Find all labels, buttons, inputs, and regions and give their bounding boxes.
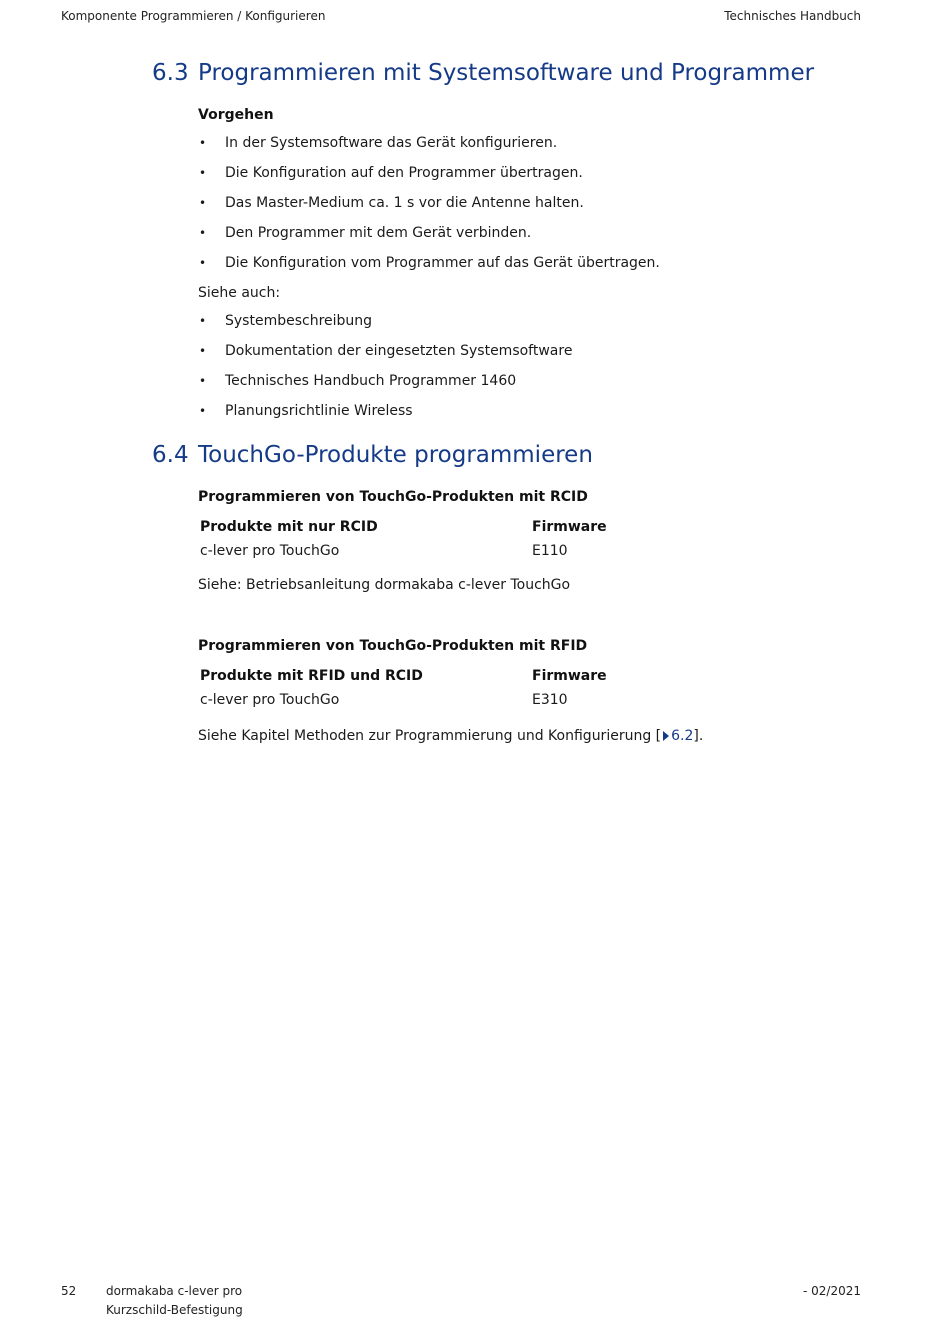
rcid-block — [198, 489, 878, 593]
rcid-heading: Programmieren von TouchGo-Produkten mit RCID — [198, 489, 588, 505]
rfid-heading: Programmieren von TouchGo-Produkten mit RFID — [198, 638, 588, 654]
table-header-firmware: Firmware — [532, 668, 607, 684]
bullet-icon: • — [199, 344, 207, 358]
table-cell-firmware: E310 — [532, 692, 568, 708]
table-cell-product: c-lever pro TouchGo — [200, 692, 340, 708]
section-number: 6.4 — [152, 442, 189, 468]
section-6-3-heading — [152, 60, 814, 86]
rfid-note: Siehe Kapitel Methoden zur Programmierung und Konfigurierung [ 6.2]. — [198, 728, 704, 744]
bullet-icon: • — [199, 196, 207, 210]
header-left: Komponente Programmieren / Konfigurieren — [61, 9, 326, 23]
footer-date: - 02/2021 — [803, 1284, 861, 1298]
bullet-icon: • — [199, 314, 207, 328]
list-item: • Technisches Handbuch Programmer 1460 — [199, 373, 517, 389]
list-item: • In der Systemsoftware das Gerät konfigurieren. — [199, 135, 558, 151]
rfid-block — [198, 638, 878, 744]
table-row — [198, 692, 654, 716]
bullet-icon: • — [199, 256, 207, 270]
see-also-label: Siehe auch: — [198, 285, 281, 301]
rcid-table — [198, 519, 654, 567]
section-number: 6.3 — [152, 60, 189, 86]
rfid-table — [198, 668, 654, 716]
table-header-row — [198, 668, 654, 692]
bullet-icon: • — [199, 404, 207, 418]
list-item: • Den Programmer mit dem Gerät verbinden. — [199, 225, 532, 241]
list-item: • Die Konfiguration vom Programmer auf das Gerät übertragen. — [199, 255, 660, 271]
bullet-icon: • — [199, 226, 207, 240]
list-item: • Das Master-Medium ca. 1 s vor die Antenne halten. — [199, 195, 584, 211]
see-also-list — [198, 313, 878, 433]
chapter-link[interactable]: 6.2 — [661, 728, 693, 744]
table-row — [198, 543, 654, 567]
list-item: • Systembeschreibung — [199, 313, 373, 329]
list-item: • Planungsrichtlinie Wireless — [199, 403, 413, 419]
table-header-firmware: Firmware — [532, 519, 607, 535]
table-cell-product: c-lever pro TouchGo — [200, 543, 340, 559]
bullet-icon: • — [199, 374, 207, 388]
rcid-note: Siehe: Betriebsanleitung dormakaba c-lever TouchGo — [198, 577, 571, 593]
list-item: • Dokumentation der eingesetzten Systemsoftware — [199, 343, 573, 359]
table-header-product: Produkte mit nur RCID — [200, 519, 378, 535]
table-header-product: Produkte mit RFID und RCID — [200, 668, 423, 684]
table-header-row — [198, 519, 654, 543]
procedure-label: Vorgehen — [198, 107, 274, 123]
section-title: TouchGo-Produkte programmieren — [198, 442, 593, 468]
bullet-icon: • — [199, 166, 207, 180]
footer-product-line2: Kurzschild-Befestigung — [106, 1303, 243, 1317]
footer-page-number: 52 — [61, 1284, 77, 1298]
bullet-icon: • — [199, 136, 207, 150]
header-right: Technisches Handbuch — [724, 9, 861, 23]
footer-product-line1: dormakaba c-lever pro — [106, 1284, 243, 1298]
section-6-4-heading — [152, 442, 593, 468]
arrow-right-icon — [663, 731, 669, 741]
section-6-3-body — [198, 107, 878, 433]
section-title: Programmieren mit Systemsoftware und Programmer — [198, 60, 815, 86]
table-cell-firmware: E110 — [532, 543, 568, 559]
list-item: • Die Konfiguration auf den Programmer übertragen. — [199, 165, 583, 181]
procedure-steps — [198, 135, 878, 285]
